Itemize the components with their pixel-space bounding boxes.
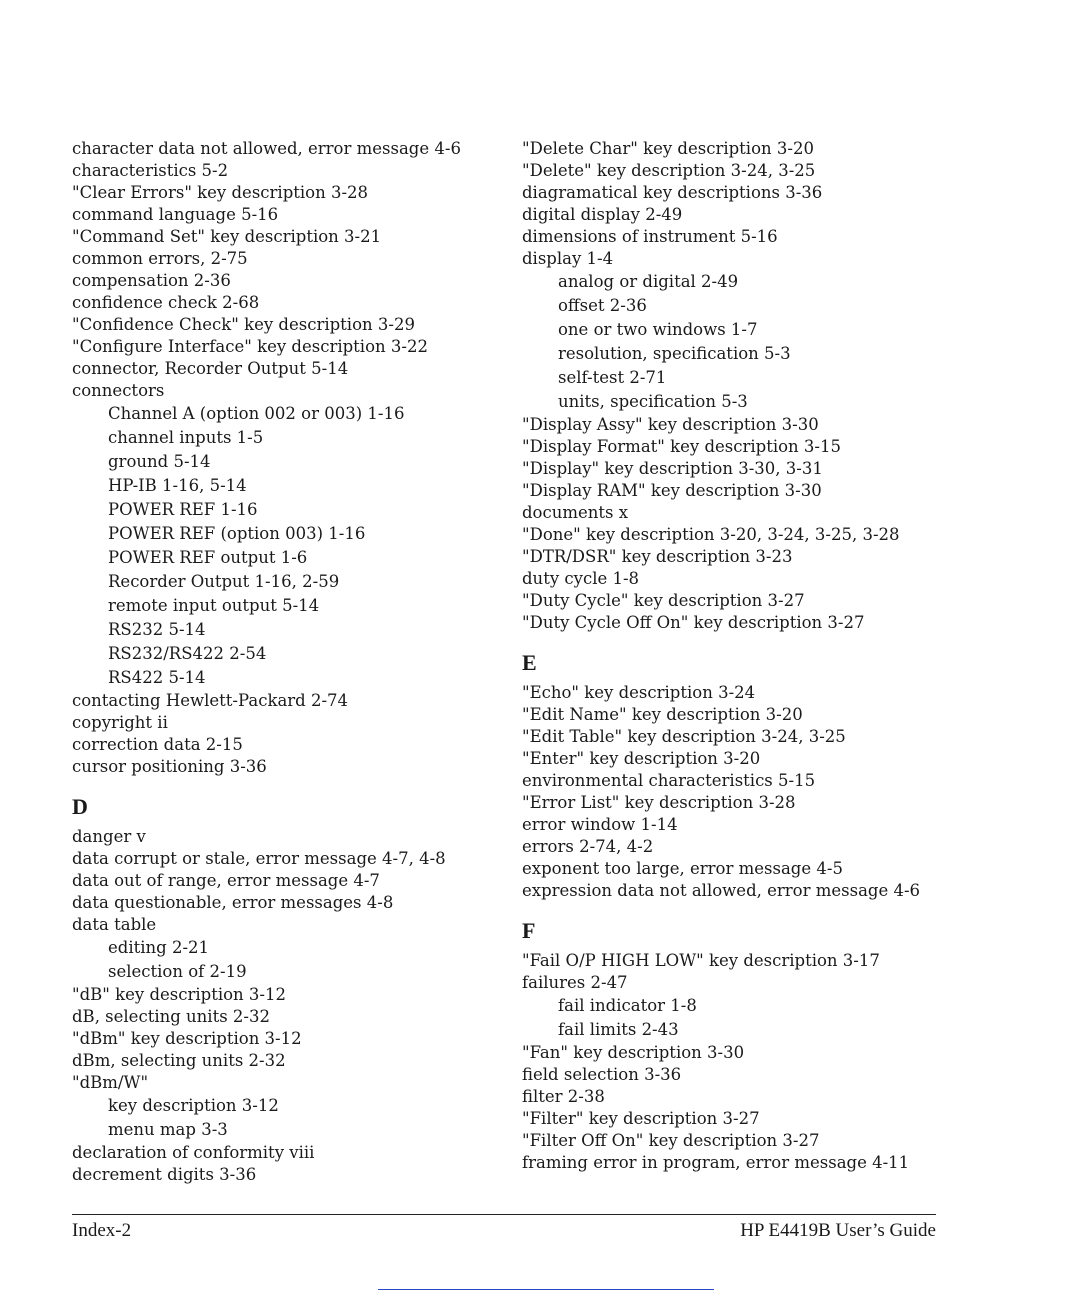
index-entry: "Confidence Check" key description 3-29 xyxy=(72,315,415,334)
index-entry: "Duty Cycle" key description 3-27 xyxy=(522,591,805,610)
index-entry: dimensions of instrument 5-16 xyxy=(522,227,778,246)
index-entry: exponent too large, error message 4-5 xyxy=(522,859,843,878)
index-entry: "Filter" key description 3-27 xyxy=(522,1109,760,1128)
index-entry: dB, selecting units 2-32 xyxy=(72,1007,270,1026)
index-subentry: RS422 5-14 xyxy=(108,668,206,687)
index-subentry: key description 3-12 xyxy=(108,1096,279,1115)
index-entry: "Error List" key description 3-28 xyxy=(522,793,796,812)
index-subentry: POWER REF output 1-6 xyxy=(108,548,308,567)
index-entry: duty cycle 1-8 xyxy=(522,569,640,588)
index-subentry: offset 2-36 xyxy=(558,296,647,315)
footer-guide-title: HP E4419B User’s Guide xyxy=(740,1220,936,1241)
index-subentry: fail indicator 1-8 xyxy=(558,996,697,1015)
index-subentry: selection of 2-19 xyxy=(108,962,247,981)
footer-page-label: Index-2 xyxy=(72,1220,132,1241)
index-subentry: HP-IB 1-16, 5-14 xyxy=(108,476,247,495)
index-entry: "Echo" key description 3-24 xyxy=(522,683,756,702)
index-entry: "Delete" key description 3-24, 3-25 xyxy=(522,161,816,180)
index-entry: error window 1-14 xyxy=(522,815,678,834)
index-subentry: RS232 5-14 xyxy=(108,620,206,639)
index-entry: display 1-4 xyxy=(522,249,614,268)
index-subentry: POWER REF (option 003) 1-16 xyxy=(108,524,366,543)
index-entry: declaration of conformity viii xyxy=(72,1143,315,1162)
section-letter: D xyxy=(72,794,88,819)
index-subentry: analog or digital 2-49 xyxy=(558,272,739,291)
index-subentry: one or two windows 1-7 xyxy=(558,320,758,339)
index-entry: connector, Recorder Output 5-14 xyxy=(72,359,349,378)
index-entry: "Edit Name" key description 3-20 xyxy=(522,705,803,724)
index-entry: field selection 3-36 xyxy=(522,1065,682,1084)
index-entry: "dB" key description 3-12 xyxy=(72,985,286,1004)
index-subentry: ground 5-14 xyxy=(108,452,211,471)
index-entry: "Configure Interface" key description 3-22 xyxy=(72,337,428,356)
index-entry: environmental characteristics 5-15 xyxy=(522,771,816,790)
index-entry: "dBm" key description 3-12 xyxy=(72,1029,302,1048)
index-subentry: RS232/RS422 2-54 xyxy=(108,644,267,663)
index-entry: digital display 2-49 xyxy=(522,205,683,224)
index-entry: data out of range, error message 4-7 xyxy=(72,871,380,890)
index-entry: framing error in program, error message 4-11 xyxy=(522,1153,910,1172)
index-entry: connectors xyxy=(72,381,165,400)
index-entry: data corrupt or stale, error message 4-7, 4-8 xyxy=(72,849,446,868)
index-subentry: POWER REF 1-16 xyxy=(108,500,258,519)
index-subentry: resolution, specification 5-3 xyxy=(558,344,791,363)
index-entry: "dBm/W" xyxy=(72,1073,149,1092)
link-underline[interactable] xyxy=(378,1289,714,1290)
index-subentry: menu map 3-3 xyxy=(108,1120,228,1139)
index-entry: "Display Assy" key description 3-30 xyxy=(522,415,819,434)
index-entry: documents x xyxy=(522,503,629,522)
index-entry: contacting Hewlett-Packard 2-74 xyxy=(72,691,349,710)
index-entry: data questionable, error messages 4-8 xyxy=(72,893,394,912)
footer-rule xyxy=(72,1214,936,1215)
index-entry: filter 2-38 xyxy=(522,1087,605,1106)
index-entry: "DTR/DSR" key description 3-23 xyxy=(522,547,793,566)
index-entry: errors 2-74, 4-2 xyxy=(522,837,654,856)
index-entry: expression data not allowed, error message 4-6 xyxy=(522,881,921,900)
section-letter: E xyxy=(522,650,537,675)
index-entry: "Fan" key description 3-30 xyxy=(522,1043,745,1062)
index-subentry: units, specification 5-3 xyxy=(558,392,748,411)
index-entry: failures 2-47 xyxy=(522,973,628,992)
index-entry: "Duty Cycle Off On" key description 3-27 xyxy=(522,613,865,632)
index-subentry: self-test 2-71 xyxy=(558,368,667,387)
index-entry: "Display" key description 3-30, 3-31 xyxy=(522,459,823,478)
index-entry: "Enter" key description 3-20 xyxy=(522,749,761,768)
index-entry: "Filter Off On" key description 3-27 xyxy=(522,1131,820,1150)
index-entry: "Delete Char" key description 3-20 xyxy=(522,139,814,158)
index-entry: correction data 2-15 xyxy=(72,735,243,754)
index-entry: common errors, 2-75 xyxy=(72,249,248,268)
index-entry: diagramatical key descriptions 3-36 xyxy=(522,183,823,202)
index-entry: "Edit Table" key description 3-24, 3-25 xyxy=(522,727,846,746)
index-entry: "Display RAM" key description 3-30 xyxy=(522,481,822,500)
index-entry: compensation 2-36 xyxy=(72,271,231,290)
index-entry: "Command Set" key description 3-21 xyxy=(72,227,382,246)
index-subentry: Channel A (option 002 or 003) 1-16 xyxy=(108,404,405,423)
index-entry: character data not allowed, error message 4-6 xyxy=(72,139,461,158)
index-entry: "Fail O/P HIGH LOW" key description 3-17 xyxy=(522,951,880,970)
index-column-right xyxy=(522,138,952,1174)
index-subentry: editing 2-21 xyxy=(108,938,210,957)
index-entry: decrement digits 3-36 xyxy=(72,1165,257,1184)
index-subentry: remote input output 5-14 xyxy=(108,596,320,615)
index-entry: "Display Format" key description 3-15 xyxy=(522,437,841,456)
index-subentry: Recorder Output 1-16, 2-59 xyxy=(108,572,340,591)
index-entry: "Done" key description 3-20, 3-24, 3-25, 3-28 xyxy=(522,525,900,544)
index-entry: confidence check 2-68 xyxy=(72,293,260,312)
index-entry: "Clear Errors" key description 3-28 xyxy=(72,183,369,202)
index-entry: command language 5-16 xyxy=(72,205,279,224)
index-entry: data table xyxy=(72,915,157,934)
index-subentry: fail limits 2-43 xyxy=(558,1020,679,1039)
index-column-left xyxy=(72,138,502,1186)
index-subentry: channel inputs 1-5 xyxy=(108,428,264,447)
index-entry: characteristics 5-2 xyxy=(72,161,229,180)
section-letter: F xyxy=(522,918,536,943)
index-entry: copyright ii xyxy=(72,713,168,732)
index-entry: dBm, selecting units 2-32 xyxy=(72,1051,286,1070)
index-entry: cursor positioning 3-36 xyxy=(72,757,267,776)
index-entry: danger v xyxy=(72,827,146,846)
